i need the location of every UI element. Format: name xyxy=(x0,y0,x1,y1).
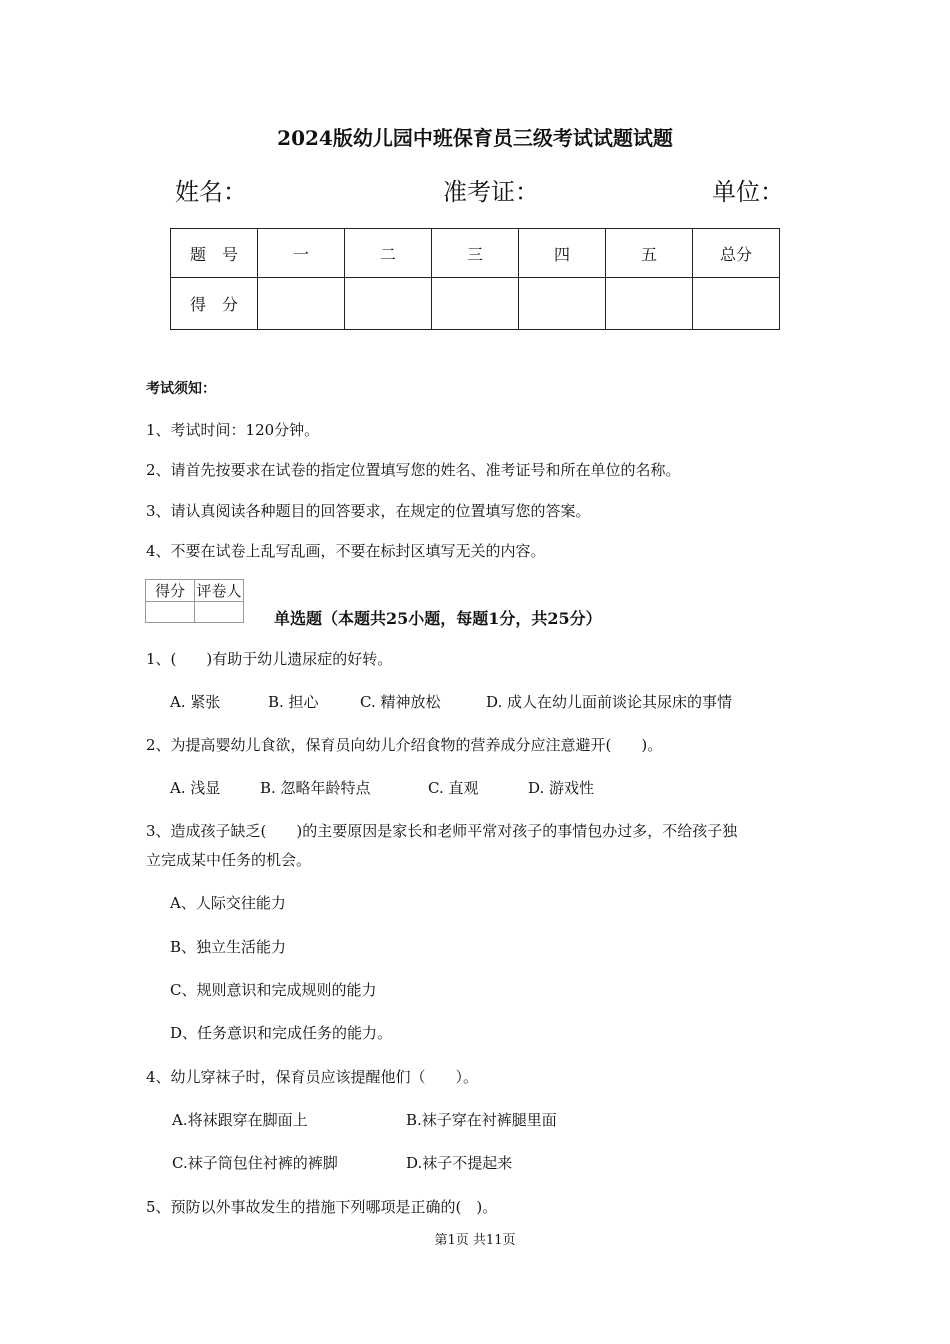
notice-item: 3、请认真阅读各种题目的回答要求，在规定的位置填写您的答案。 xyxy=(146,502,591,520)
notice-item: 2、请首先按要求在试卷的指定位置填写您的姓名、准考证号和所在单位的名称。 xyxy=(146,461,681,479)
question-stem: 2、为提高婴幼儿食欲，保育员向幼儿介绍食物的营养成分应注意避开( )。 xyxy=(146,736,663,754)
score-table-header-row xyxy=(171,229,780,278)
score-table-header-cell: 总分 xyxy=(693,229,780,278)
grader-score-blank[interactable] xyxy=(146,602,195,623)
option-c: C. 精神放松 xyxy=(360,693,441,711)
question-stem: 5、预防以外事故发生的措施下列哪项是正确的( )。 xyxy=(146,1198,498,1216)
option-d: D. 游戏性 xyxy=(528,779,595,797)
question-stem: 4、幼儿穿袜子时，保育员应该提醒他们（ ）。 xyxy=(146,1068,479,1086)
option-d: D、任务意识和完成任务的能力。 xyxy=(170,1024,393,1042)
grader-reviewer-label: 评卷人 xyxy=(195,580,244,602)
option-d: D.袜子不提起来 xyxy=(406,1154,513,1172)
option-d: D. 成人在幼儿面前谈论其尿床的事情 xyxy=(486,693,733,711)
question-stem: 3、造成孩子缺乏( )的主要原因是家长和老师平常对孩子的事情包办过多，不给孩子独 xyxy=(146,822,738,840)
option-a: A、人际交往能力 xyxy=(170,894,286,912)
score-table-score-row xyxy=(171,278,780,330)
score-table-header-cell: 五 xyxy=(606,229,693,278)
section-heading: 单选题（本题共25小题，每题1分，共25分） xyxy=(274,609,602,628)
question-stem: 1、( )有助于幼儿遗尿症的好转。 xyxy=(146,650,393,668)
question-stem-continued: 立完成某中任务的机会。 xyxy=(146,851,312,869)
option-c: C、规则意识和完成规则的能力 xyxy=(170,981,377,999)
score-table-header-cell: 二 xyxy=(345,229,432,278)
option-b: B、独立生活能力 xyxy=(170,938,287,956)
option-b: B.袜子穿在衬裤腿里面 xyxy=(406,1111,557,1129)
score-table-header-cell: 三 xyxy=(432,229,519,278)
score-table-header-cell: 一 xyxy=(258,229,345,278)
score-table-blank-cell[interactable] xyxy=(345,278,432,330)
score-table-blank-cell[interactable] xyxy=(432,278,519,330)
option-c: C. 直观 xyxy=(428,779,479,797)
score-table xyxy=(170,228,780,330)
unit-field-label: 单位： xyxy=(712,178,784,206)
score-table-header-cell: 题 号 xyxy=(171,229,258,278)
score-table-blank-cell[interactable] xyxy=(606,278,693,330)
score-table-blank-cell[interactable] xyxy=(519,278,606,330)
notice-heading: 考试须知： xyxy=(146,381,216,397)
option-a: A. 紧张 xyxy=(170,693,221,711)
name-field-label: 姓名： xyxy=(175,178,247,206)
notice-item: 1、考试时间：120分钟。 xyxy=(146,421,320,439)
score-table-blank-cell[interactable] xyxy=(693,278,780,330)
score-table-row-label: 得 分 xyxy=(171,278,258,330)
grader-reviewer-blank[interactable] xyxy=(195,602,244,623)
option-b: B. 忽略年龄特点 xyxy=(260,779,371,797)
score-table-blank-cell[interactable] xyxy=(258,278,345,330)
score-table-header-cell: 四 xyxy=(519,229,606,278)
option-b: B. 担心 xyxy=(268,693,319,711)
page-title: 2024版幼儿园中班保育员三级考试试题试题 xyxy=(277,126,673,150)
option-a: A. 浅显 xyxy=(170,779,221,797)
exam-number-field-label: 准考证： xyxy=(443,178,539,206)
notice-item: 4、不要在试卷上乱写乱画，不要在标封区填写无关的内容。 xyxy=(146,542,546,560)
grader-box xyxy=(145,579,244,623)
grader-score-label: 得分 xyxy=(146,580,195,602)
option-a: A.将袜跟穿在脚面上 xyxy=(172,1111,308,1129)
option-c: C.袜子筒包住衬裤的裤脚 xyxy=(172,1154,338,1172)
page-number-footer: 第1页 共11页 xyxy=(434,1233,516,1248)
